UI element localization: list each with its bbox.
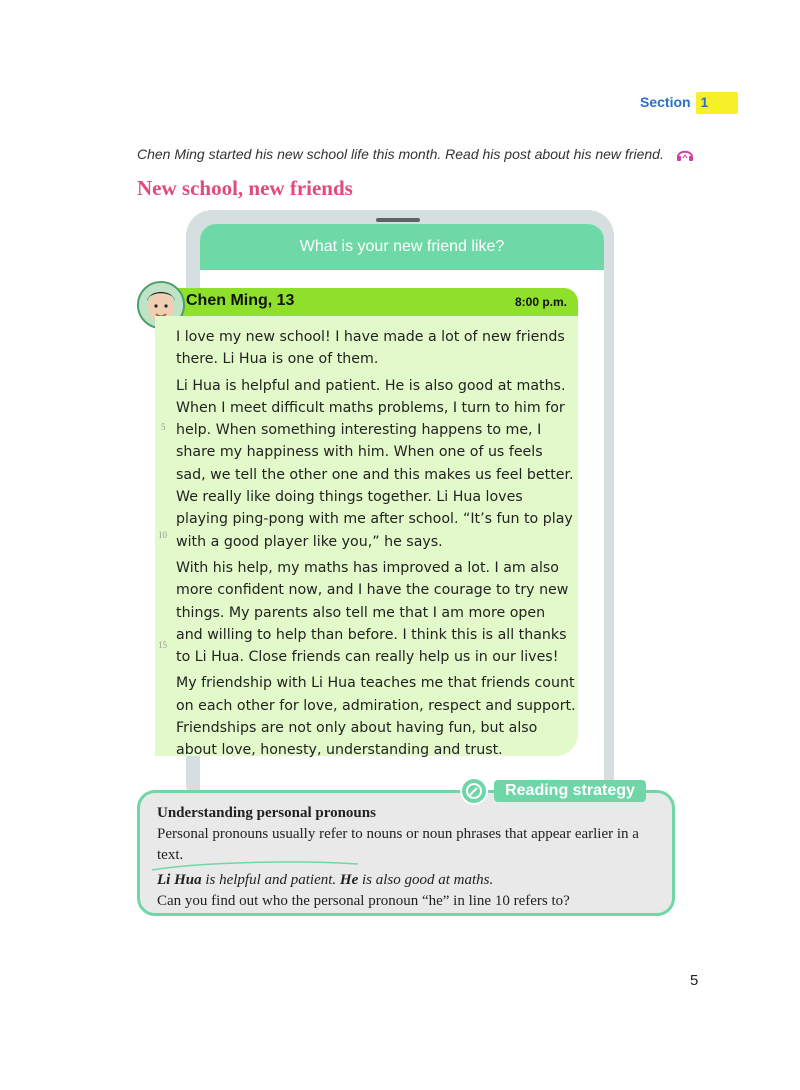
example-subject: Li Hua (157, 872, 202, 888)
example-mid: is helpful and patient. (201, 872, 340, 888)
reading-strategy-label: Reading strategy (494, 780, 646, 802)
post-paragraph: Li Hua is helpful and patient. He is also good at maths. When I meet difficult maths problems, I turn to him for help. When something interesting happens to me, I share my happiness with him. When one of us feels sad, we tell the other one and this makes us feel better. We really like doing things together. Li Hua loves playing ping-pong with me after school. “It’s fun to play with a good player like you,” he says. (176, 377, 574, 550)
post-time: 8:00 p.m. (515, 295, 568, 309)
section-tag (640, 92, 738, 114)
page-title: New school, new friends (137, 176, 353, 200)
page-number: 5 (690, 972, 699, 989)
example-pronoun: He (339, 872, 359, 888)
reading-strategy-text (157, 803, 667, 912)
intro-text (137, 146, 694, 162)
post-author: Chen Ming, 13 (186, 292, 295, 309)
headphone-icon[interactable] (676, 146, 694, 162)
chat-header: What is your new friend like? (200, 224, 604, 270)
strategy-body: Personal pronouns usually refer to nouns or noun phrases that appear earlier in a text. (157, 826, 639, 863)
strategy-question: Can you find out who the personal pronoun “he” in line 10 refers to? (157, 893, 570, 909)
pencil-icon (460, 777, 488, 805)
strategy-heading: Understanding personal pronouns (157, 805, 376, 821)
strategy-example (157, 870, 667, 891)
line-number: 5 (161, 422, 166, 432)
example-end: is also good at maths. (358, 872, 494, 888)
post-paragraph: I love my new school! I have made a lot of new friends there. Li Hua is one of them. (176, 329, 565, 368)
section-number: 1 (696, 92, 738, 114)
post-paragraph: My friendship with Li Hua teaches me that friends count on each other for love, admiration, respect and support. Friendships are not only about having fun, but also about love, honesty, understanding and trust. (176, 675, 576, 759)
phone-speaker (376, 218, 420, 222)
line-number: 10 (158, 530, 167, 540)
section-label: Section (640, 94, 691, 110)
post-paragraph: With his help, my maths has improved a lot. I am also more confident now, and I have the courage to try new things. My parents also tell me that I am more open and willing to help than before. I think this is all thanks to Li Hua. Close friends can really help us in our lives! (176, 559, 569, 666)
intro-sentence: Chen Ming started his new school life this month. Read his post about his new friend. (137, 146, 664, 162)
post-body (176, 326, 576, 766)
line-number: 15 (158, 640, 167, 650)
